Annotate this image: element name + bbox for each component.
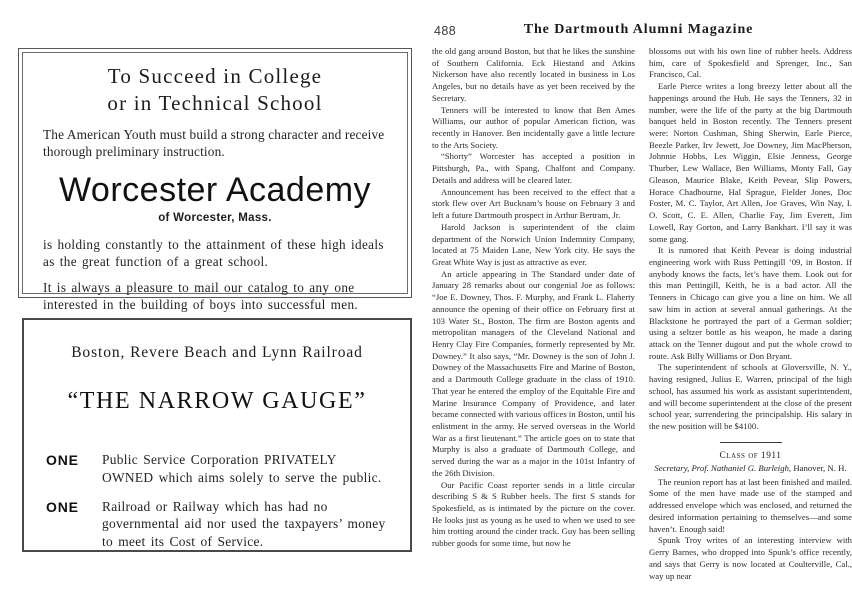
advertisement-worcester-academy (18, 48, 412, 313)
paragraph: An article appearing in The Standard under date of January 28 remarks about our congenial Joe as follows: “Joe E. Downey, Thos. F. Murphy, and Frank L. Flaherty announce the opening of their office on February first at 103 Water St., Boston. The firm are Boston agents and metropolitan managers of the Cleveland National and Henry Clay Fire Companies, formerly represented by Mr. Downey.” It also says, “Mr. Downey is the son of John J. Downey of the Massachusetts Fire and Marine of Boston, and a Dartmouth College graduate in the class of 1910. That year he entered the employ of the Equitable Fire and Marine Insurance Company of Providence, and later became connected with various offices in Boston, until his enlistment in the army. He served overseas in the World War as a first lieutenant.” The article goes on to state that Murphy is also a graduate of Dartmouth College, and served during the war as a major in the 101st Infantry of the 26th Division. (432, 268, 635, 478)
paragraph: Our Pacific Coast reporter sends in a little circular describing S & S Rubber heels. The first S stands for Spokesfield, as is intimated by the picture on the cover. He looks just as young as he used to when we used to see him trotting around the cinder track. Guy has been selling rubber goods for some time, but now he (432, 479, 635, 549)
ad-selling-point (46, 498, 388, 551)
class-secretary-italic: Secretary, Prof. Nathaniel G. Burleigh, (654, 463, 792, 474)
ad-company-name: Boston, Revere Beach and Lynn Railroad (71, 344, 363, 361)
ad-slogan: “THE NARROW GAUGE” (67, 388, 367, 414)
paragraph: the old gang around Boston, but that he likes the sunshine of Southern California. Eck Hiestand and Atkins Nickerson have also recently located in business in Los Angeles, but no details have as yet been received by the Secretary. (432, 46, 635, 103)
ad-point-text: Railroad or Railway which has had no governmental aid nor used the taxpayers’ money to meet its Cost of Service. (102, 498, 386, 550)
page-header (425, 22, 852, 42)
ad-headline-line-2: or in Technical School (107, 90, 323, 115)
ad-advertiser-location: of Worcester, Mass. (158, 211, 272, 224)
running-title: The Dartmouth Alumni Magazine (523, 22, 754, 37)
ad-body-paragraph-1: is holding constantly to the attainment of these high ideals as the great function of a great school. (43, 236, 384, 269)
paragraph: The reunion report has at last been finished and mailed. Some of the men have made use of the stamped and addressed envelope which was enclosed, and returned the desired information pertaining to themselves—and some haven’t. Enough said! (649, 476, 852, 534)
paragraph: blossoms out with his own line of rubber heels. Address him, care of Spokesfield and Sprenger, Inc., San Francisco, Cal. (649, 46, 852, 80)
paragraph: Spunk Troy writes of an interesting interview with Gerry Barnes, who dropped into Spunk’s office recently, and says that Gerry is now located at Coulterville, Cal., way up near (649, 535, 852, 581)
article-column-right (649, 46, 852, 594)
ad-selling-point (46, 451, 388, 487)
paragraph: The superintendent of schools at Gloversville, N. Y., having resigned, Julius E. Warren, principal of the high school, has assumed his work as assistant superintendent, and will become superintendent at the close of the present school year, surrendering the principalship. His salary in the new position will be $4100. (649, 362, 852, 431)
ad-subheadline: The American Youth must build a strong character and receive thorough preliminary instruction. (43, 126, 385, 159)
class-section-heading: Class of 1911 (719, 450, 782, 461)
ad-headline (43, 63, 387, 117)
article-column-left (432, 46, 635, 594)
left-page-advertisements (0, 0, 425, 600)
ad-headline-line-1: To Succeed in College (107, 64, 323, 88)
advertisement-boston-revere-beach-lynn-railroad (22, 318, 412, 552)
section-divider-rule (720, 442, 782, 443)
ad-point-text: Public Service Corporation PRIVATELY OWNED which aims solely to serve the public. (102, 452, 382, 485)
class-secretary-address: Hanover, N. H. (791, 463, 847, 474)
ad-selling-points (46, 451, 388, 551)
paragraph: Announcement has been received to the effect that a stork flew over Art Bucknam’s house on February 3 and left a future Dartmouth prospect in Arthur Bertram, Jr. (432, 186, 635, 221)
paragraph: “Shorty” Worcester has accepted a position in Pittsburgh, Pa., with Spang, Chalfont and Company. Details and address will be cleared later. (432, 151, 635, 185)
article-columns (432, 46, 852, 594)
ad-point-marker: ONE (46, 452, 79, 468)
class-secretary-line (649, 463, 852, 474)
paragraph: Earle Pierce writes a long breezy letter about all the happenings around the Hub. He says the Tenners, 32 in number, were the life of the party at the big Dartmouth banquet held in Boston recently. The Tenners present were: Norton Cushman, Shing Sherwin, Earle Pierce, Beezle Parker, Irv Jewett, Joe Downey, Jim MacPherson, Johnnie Hobbs, Les Wiggin, Elsie Jenness, George Thurber, Lew Wallace, Ben Williams, Monty Fall, Gay Gleason, Maurice Blake, Keith Pevear, Slip Powers, Horace Chadbourne, Hal Sprague, Fielder Jones, Doc Foster, M. C. Taylor, Art Allen, Joe Graves, Win Nay, I. O. Scott, C. E. Allen, Charlie Fay, Jim Everett, Jim Lowell, Ray Gorton, and Larry Bankhart. I’ll say it was some gang. (649, 81, 852, 244)
ad-point-marker: ONE (46, 498, 79, 515)
ad-inner-rule (22, 52, 408, 313)
paragraph: Tenners will be interested to know that Ben Ames Williams, our author of popular American fiction, was recently in Hanover. Ben incidentally gave a little lecture to the Arts Society. (432, 104, 635, 150)
right-page-article (425, 0, 852, 600)
page-number: 488 (434, 24, 457, 38)
ad-body-paragraph-2: It is always a pleasure to mail our catalog to any one interested in the building of boys into successful men. (43, 280, 359, 313)
paragraph: Harold Jackson is superintendent of the claim department of the Norwich Union Indemnity Company, located at 75 Maiden Lane, New York city. He says the Great White Way is just as attractive as ever. (432, 221, 635, 267)
paragraph: It is rumored that Keith Pevear is doing industrial engineering work with Russ Pettingill ’09, in Boston. If anybody knows the facts, let’s have them. Look out for this man Pettingill, Keith, he is a bad actor. All the Tenners in Chicago can give you a line on him. We all saw him in action at several annual gatherings. At the Blackstone he portrayed the part of a German soldier; using a seltzer bottle as his weapon, he made a daring attack on the Tenner dugout and put the whole crowd to route. Ask Billy Williams or Don Bryant. (649, 245, 852, 361)
ad-advertiser-name: Worcester Academy (58, 170, 372, 209)
